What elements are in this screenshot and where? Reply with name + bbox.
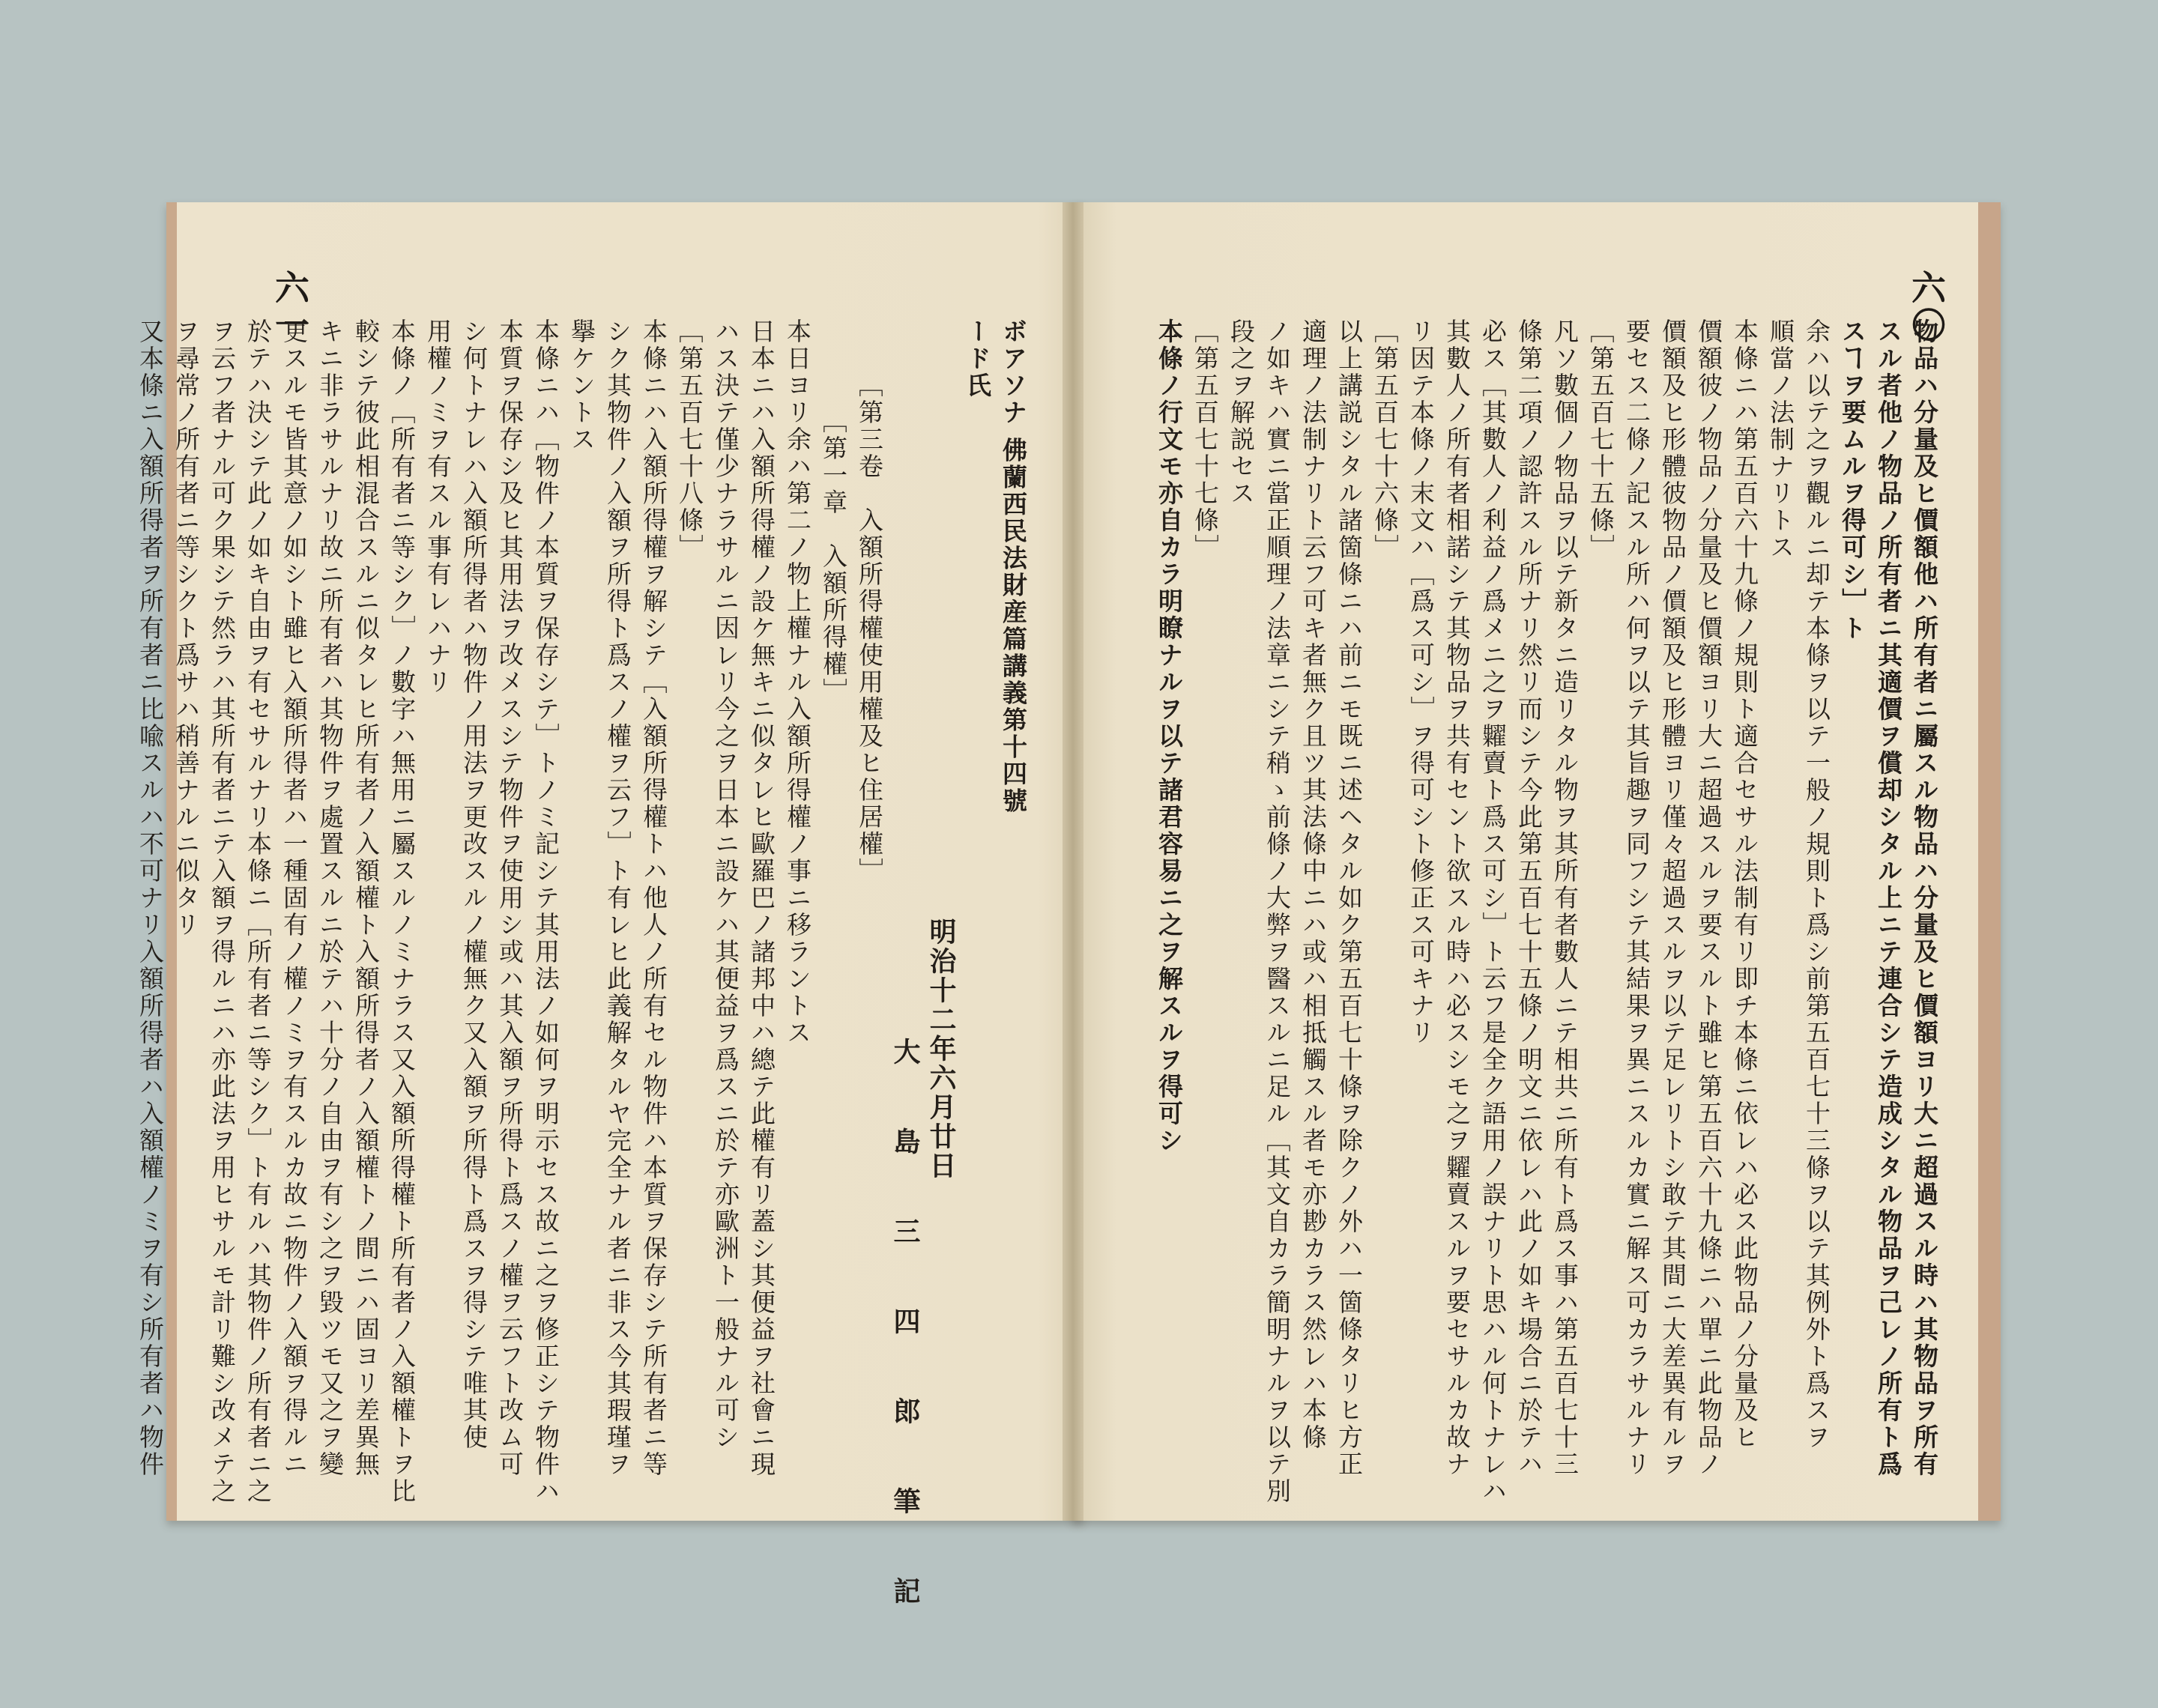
text-column: ノ如キハ實ニ當正順理ノ法章ニシテ稍ゝ前條ノ大弊ヲ醫スルニ足ル［其文自カラ簡明ナルヲ以テ別 xyxy=(1263,318,1292,1505)
text-column: リ因テ本條ノ末文ハ［爲ス可シ］ヲ得可シト修正ス可キナリ xyxy=(1406,318,1436,1047)
text-column: ボアソナ 佛蘭西民法財産篇講義第十四號 xyxy=(999,318,1028,815)
text-column: 價額彼ノ物品ノ分量及ヒ價額ヨリ大ニ超過スルヲ要スルト雖ヒ第五百六十九條ニハ單ニ此物品ノ xyxy=(1694,318,1723,1478)
text-column: 本質ヲ保存シ及ヒ其用法ヲ改メスシテ物件ヲ使用シ或ハ其入額ヲ所得ト爲スノ權ヲ云フト改ム可 xyxy=(495,318,525,1478)
text-column: 本條ニハ第五百六十九條ノ規則ト適合セサル法制有リ即チ本條ニ依レハ必ス此物品ノ分量及ヒ xyxy=(1730,318,1759,1451)
text-column: 要セス二條ノ記スル所ハ何ヲ以テ其旨趣ヲ同フシテ其結果ヲ異ニスルカ實ニ解ス可カラサルナリ xyxy=(1622,318,1651,1478)
text-column: 本條ノ行文モ亦自カラ明瞭ナルヲ以テ諸君容易ニ之ヲ解スルヲ得可シ xyxy=(1155,318,1184,1154)
text-column: ［第五百七十六條］ xyxy=(1370,318,1400,561)
text-column: 段之ヲ解説セス xyxy=(1227,318,1256,507)
text-column: スル者他ノ物品ノ所有者ニ其適價ヲ償却シタル上ニテ連合シテ造成シタル物品ヲ己レノ所有ト爲 xyxy=(1874,318,1903,1478)
text-column: ［第五百七十八條］ xyxy=(675,318,704,561)
text-column: 凡ソ數個ノ物品ヲ以テ新タニ造リタル物ヲ其所有者數人ニテ相共ニ所有ト爲ス事ハ第五百七十三 xyxy=(1550,318,1580,1478)
text-column: 其數人ノ所有者相諾シテ其物品ヲ共有セント欲スル時ハ必スシモ之ヲ糶賣スルヲ要セサルカ故ナ xyxy=(1442,318,1472,1478)
left-page xyxy=(136,202,1083,1622)
text-column: 用權ノミヲ有スル事有レハナリ xyxy=(423,318,453,696)
text-column: 以上講説シタル諸箇條ニハ前ニモ既ニ述ヘタル如ク第五百七十條ヲ除クノ外ハ一箇條タリヒ方正 xyxy=(1335,318,1364,1478)
page-number-right: 六〇 xyxy=(1906,270,1947,345)
text-column: 更スルモ皆其意ノ如シト雖ヒ入額所得者ハ一種固有ノ權ノミヲ有スルカ故ニ物件ノ入額ヲ得ルニ xyxy=(279,318,309,1478)
text-column: 較シテ彼此相混合スルニ似タレヒ所有者ノ入額權ト入額所得者ノ入額權トノ間ニハ固ヨリ差異無 xyxy=(351,318,381,1478)
text-column: ［第五百七十七條］ xyxy=(1191,318,1220,561)
text-column: 余ハ以テ之ヲ觀ルニ却テ本條ヲ以テ一般ノ規則ト爲シ前第五百七十三條ヲ以テ其例外ト爲スヲ xyxy=(1802,318,1831,1451)
text-column: 於テハ決シテ此ノ如キ自由ヲ有セサルナリ本條ニ［所有者ニ等シク］ト有ルハ其物件ノ所有者ニ之 xyxy=(244,318,273,1505)
text-column: ハス決テ僅少ナラサルニ因レリ今之ヲ日本ニ設ケハ其便益ヲ爲スニ於テ亦歐洲ト一般ナル可シ xyxy=(711,318,740,1451)
text-column: 適理ノ法制ナリト云フ可キ者無ク且ツ其法條中ニハ或ハ相抵觸スル者モ亦尠カラス然レハ本條 xyxy=(1299,318,1328,1451)
text-column: 價額及ヒ形體彼物品ノ價額及ヒ形體ヨリ僅々超過スルヲ以テ足レリトシ敢テ其間ニ大差異有ルヲ xyxy=(1658,318,1687,1478)
text-column: 本條ニハ入額所得權ヲ解シテ［入額所得權トハ他人ノ所有セル物件ハ本質ヲ保存シテ所有者ニ等 xyxy=(639,318,668,1478)
right-page xyxy=(1072,202,2001,1521)
text-column: ［第五百七十五條］ xyxy=(1586,318,1616,561)
text-column: シ何トナレハ入額所得者ハ物件ノ用法ヲ更改スルノ權無ク又入額ヲ所得ト爲スヲ得シテ唯其使 xyxy=(459,318,489,1451)
left-page-text xyxy=(136,318,1031,1622)
text-column: ヲ云フ者ナル可ク果シテ然ラハ其所有者ニテ入額ヲ得ルニハ亦此法ヲ用ヒサルモ計リ難シ改メテ之 xyxy=(208,318,237,1505)
text-column: 擧ケントス xyxy=(567,318,596,453)
text-column: 必ス［其數人ノ利益ノ爲メニ之ヲ糶賣ト爲ス可シ］ト云フ是全ク語用ノ誤ナリト思ハル何トナレハ xyxy=(1478,318,1508,1505)
book-gutter xyxy=(1063,202,1083,1521)
open-book xyxy=(136,202,1978,1622)
text-column: 日本ニハ入額所得權ノ設ケ無キニ似タレヒ歐羅巴ノ諸邦中ハ總テ此權有リ蓋シ其便益ヲ社會ニ現 xyxy=(747,318,776,1478)
page-number-left: 六一 xyxy=(270,270,310,345)
right-page-text xyxy=(1133,318,1942,1505)
text-column: ヲ尋常ノ所有者ニ等シクト爲サハ稍善ナルニ似タリ xyxy=(172,318,201,939)
text-column: ［第一章 入額所得權］ xyxy=(819,408,848,705)
text-column: シク其物件ノ入額ヲ所得ト爲スノ權ヲ云フ］ト有レヒ此義解タルヤ完全ナル者ニ非ス今其瑕瑾ヲ xyxy=(603,318,632,1478)
text-column: 本條ノ［所有者ニ等シク］ノ數字ハ無用ニ屬スルノミナラス又入額所得權ト所有者ノ入額權トヲ比 xyxy=(387,318,417,1505)
text-column: 物品ハ分量及ヒ價額他ハ所有者ニ屬スル物品ハ分量及ヒ價額ヨリ大ニ超過スル時ハ其物品ヲ所有 xyxy=(1910,318,1939,1478)
text-column: ード氏 xyxy=(963,318,992,399)
text-column: 本條ニハ［物件ノ本質ヲ保存シテ］トノミ記シテ其用法ノ如何ヲ明示セス故ニ之ヲ修正シテ物件ハ xyxy=(531,318,560,1505)
text-column: 明治十二年六月廿日 xyxy=(925,918,957,1181)
text-column: スヿヲ要ムルヲ得可シ］ト xyxy=(1838,318,1867,642)
text-column: 大 島 三 四 郎 筆 記 xyxy=(889,1038,921,1622)
text-column: 本日ヨリ余ハ第二ノ物上權ナル入額所得權ノ事ニ移ラントス xyxy=(783,318,812,1047)
text-column: ［第三卷 入額所得權使用權及ヒ住居權］ xyxy=(855,372,884,885)
text-column: 順當ノ法制ナリトス xyxy=(1766,318,1795,561)
text-column: キニ非ラサルナリ故ニ所有者ハ其物件ヲ處置スルニ於テハ十分ノ自由ヲ有シ之ヲ毀ツモ又之ヲ變 xyxy=(315,318,345,1478)
text-column: 又本條ニ入額所得者ヲ所有者ニ比喩スルハ不可ナリ入額所得者ハ入額權ノミヲ有シ所有者ハ物件 xyxy=(136,318,165,1478)
text-column: 條第二項ノ認許スル所ナリ然リ而シテ今此第五百七十五條ノ明文ニ依レハ此ノ如キ場合ニ於テハ xyxy=(1514,318,1544,1478)
